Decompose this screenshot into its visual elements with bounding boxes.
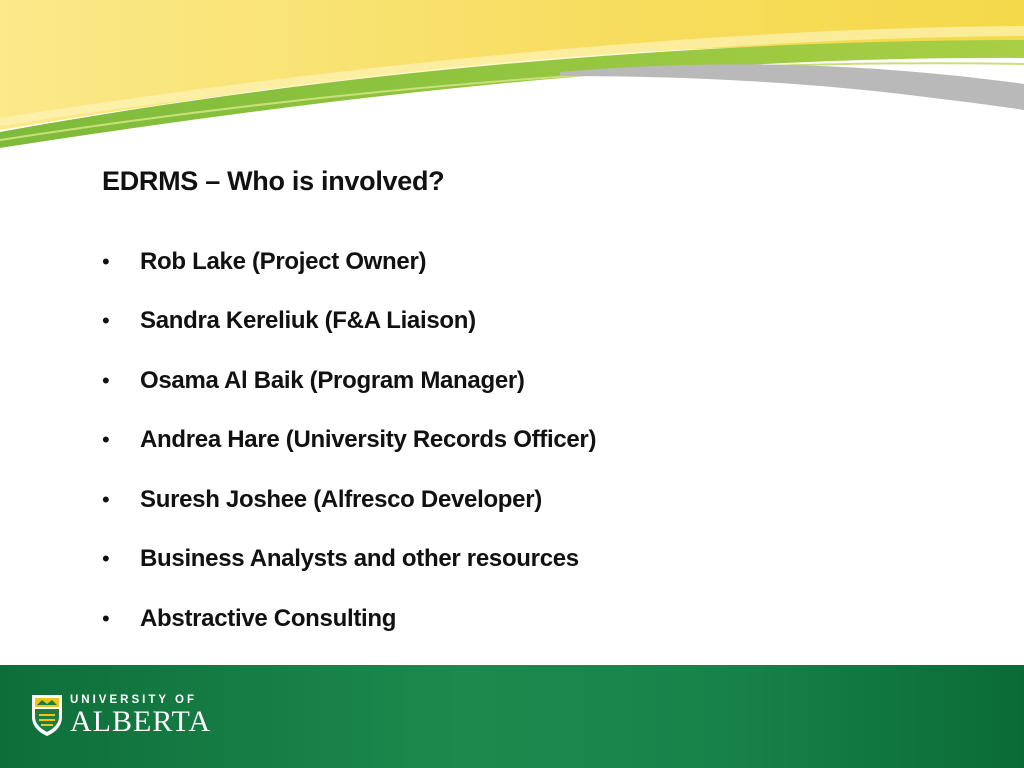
bullet-text: Abstractive Consulting bbox=[140, 604, 397, 632]
bullet-item bbox=[102, 589, 596, 649]
bullet-marker: • bbox=[102, 486, 110, 512]
bullet-marker: • bbox=[102, 367, 110, 393]
crest-icon bbox=[30, 693, 64, 737]
bullet-text: Andrea Hare (University Records Officer) bbox=[140, 426, 597, 454]
slide-title: EDRMS – Who is involved? bbox=[102, 166, 445, 196]
bullet-item bbox=[102, 292, 596, 352]
bullet-marker: • bbox=[102, 308, 110, 334]
bullet-list bbox=[102, 232, 596, 649]
header-swoosh-graphic bbox=[0, 0, 1024, 160]
bullet-item bbox=[102, 411, 596, 471]
bullet-text: Business Analysts and other resources bbox=[140, 545, 579, 573]
logo-alberta: ALBERTA bbox=[70, 704, 212, 738]
bullet-marker: • bbox=[102, 248, 110, 274]
bullet-marker: • bbox=[102, 427, 110, 453]
university-logo bbox=[30, 693, 211, 737]
bullet-item bbox=[102, 530, 596, 590]
bullet-text: Osama Al Baik (Program Manager) bbox=[140, 366, 525, 394]
bullet-marker: • bbox=[102, 605, 110, 631]
bullet-item bbox=[102, 470, 596, 530]
logo-university-of: UNIVERSITY OF bbox=[70, 693, 197, 706]
bullet-text: Rob Lake (Project Owner) bbox=[140, 247, 427, 275]
bullet-item bbox=[102, 351, 596, 411]
bullet-text: Sandra Kereliuk (F&A Liaison) bbox=[140, 307, 476, 335]
bullet-text: Suresh Joshee (Alfresco Developer) bbox=[140, 485, 542, 513]
bullet-item bbox=[102, 232, 596, 292]
bullet-marker: • bbox=[102, 546, 110, 572]
